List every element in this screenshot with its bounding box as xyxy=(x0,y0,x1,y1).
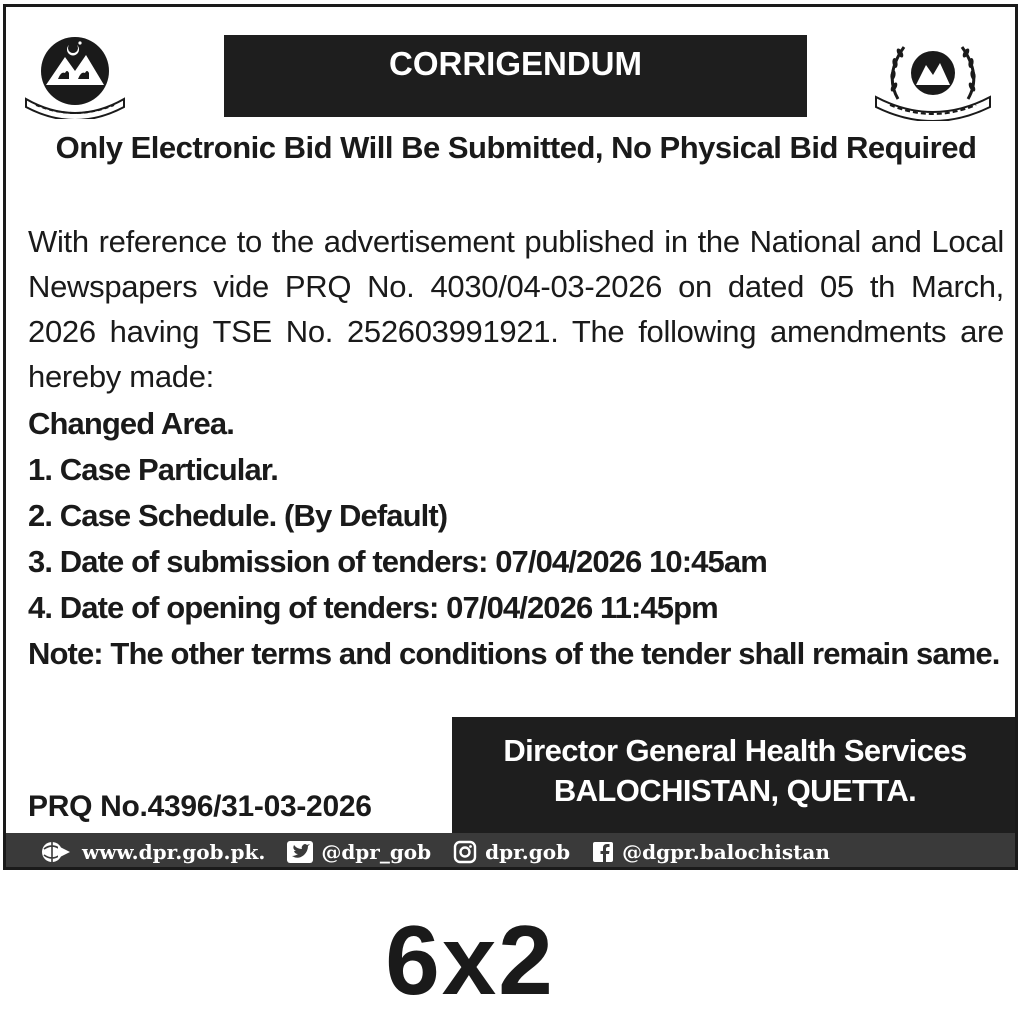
reference-paragraph: With reference to the advertisement published in the National and Local Newspapers vide PRQ No. 4030/04-03-2026 on dated 05 th March, 2026 having TSE No. 252603991921. The following amendments are hereby made: xyxy=(28,224,1004,394)
list-item: 4. Date of opening of tenders: 07/04/2026 11:45pm xyxy=(28,590,718,625)
list-item: 1. Case Particular. xyxy=(28,452,279,487)
advertisement-frame xyxy=(3,4,1018,870)
amendments-list xyxy=(28,401,1008,631)
signatory-title: Director General Health Services xyxy=(503,733,967,768)
globe-icon xyxy=(38,840,74,864)
dgpr-emblem-icon xyxy=(868,29,998,121)
list-item: 3. Date of submission of tenders: 07/04/2026 10:45am xyxy=(28,544,767,579)
instagram-icon xyxy=(453,840,477,864)
note-text: Note: The other terms and conditions of the tender shall remain same. xyxy=(28,636,1000,671)
instagram-handle: dpr.gob xyxy=(485,839,571,864)
prq-reference: PRQ No.4396/31-03-2026 xyxy=(28,790,372,823)
balochistan-emblem-icon xyxy=(20,27,130,119)
signatory-location: BALOCHISTAN, QUETTA. xyxy=(553,773,917,808)
website-text: www.dpr.gob.pk. xyxy=(82,839,266,864)
changed-area-heading: Changed Area. xyxy=(28,406,234,441)
footer-bar xyxy=(6,833,1015,870)
facebook-link[interactable] xyxy=(592,840,830,864)
title-banner xyxy=(224,35,807,117)
ad-size-label: 6x2 xyxy=(385,905,555,1015)
twitter-icon xyxy=(287,841,313,863)
subheading: Only Electronic Bid Will Be Submitted, No Physical Bid Required xyxy=(55,130,977,165)
twitter-link[interactable] xyxy=(287,840,431,864)
signature-block xyxy=(452,717,1018,833)
facebook-icon xyxy=(592,840,614,864)
twitter-handle: @dpr_gob xyxy=(321,839,432,864)
instagram-link[interactable] xyxy=(453,840,570,864)
list-item: 2. Case Schedule. (By Default) xyxy=(28,498,448,533)
title-text: CORRIGENDUM xyxy=(389,45,642,82)
website-link[interactable] xyxy=(38,840,265,864)
facebook-handle: @dgpr.balochistan xyxy=(622,839,830,864)
